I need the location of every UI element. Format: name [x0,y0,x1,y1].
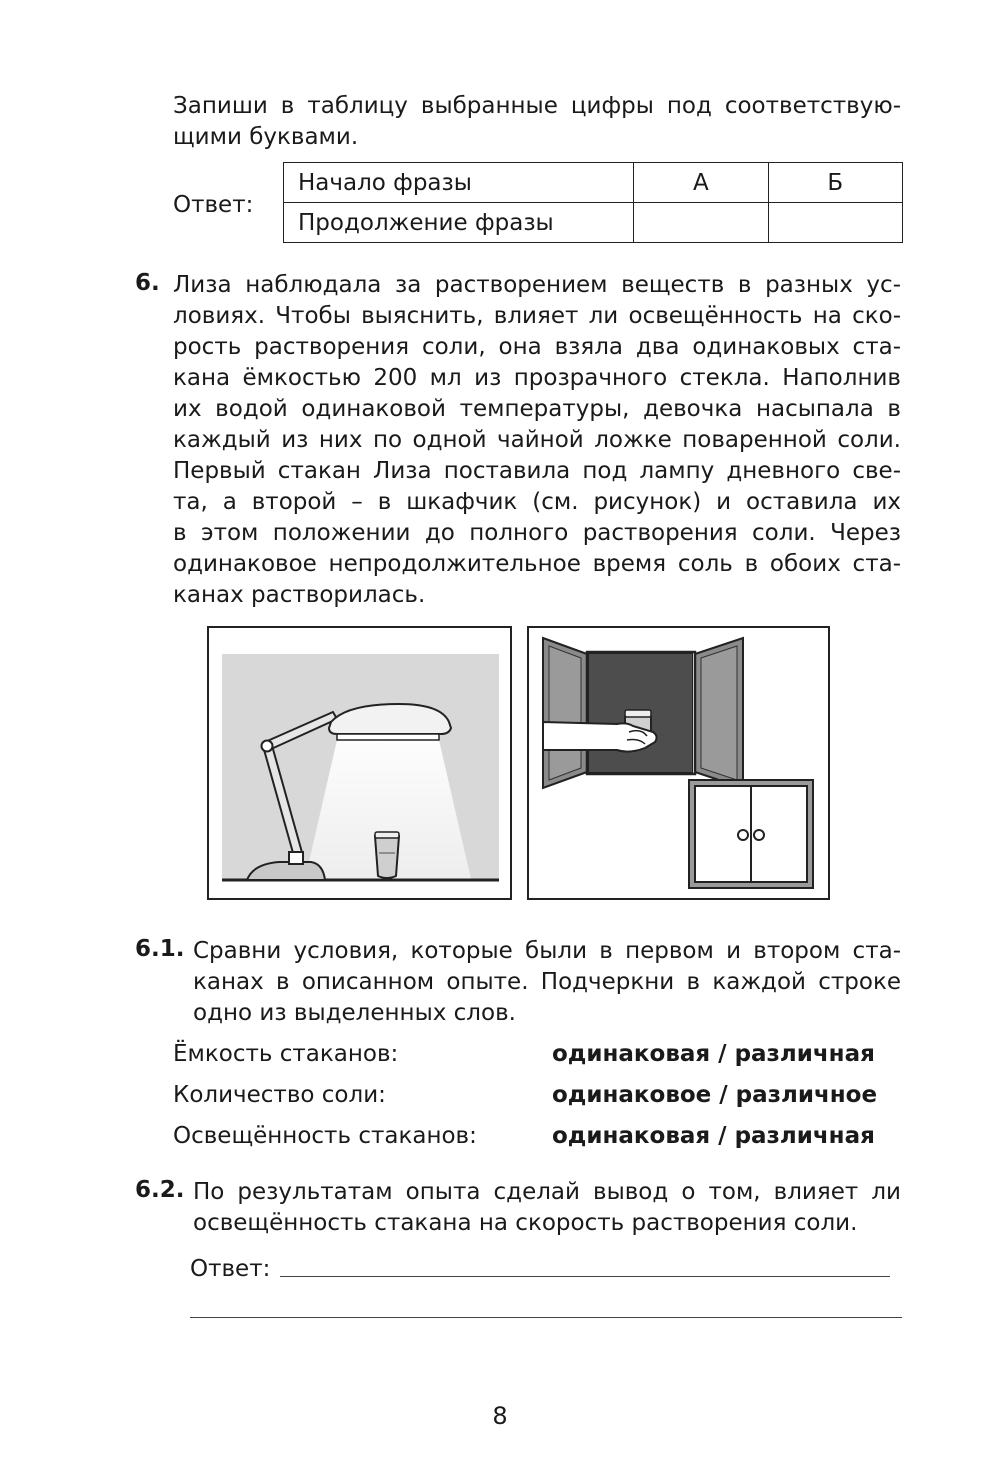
text-line: канах растворилась. [173,582,426,608]
question-number: 6. [135,270,160,296]
condition-options[interactable]: одинаковая / различная [552,1123,875,1149]
text-line: канах в описанном опыте. Подчеркни в каждой строке [193,969,901,995]
answer-cell-b[interactable] [768,203,902,243]
intro-line: щими буквами. [173,124,359,150]
text-line: Сравни условия, которые были в первом и втором ста- [193,938,901,964]
answer-line[interactable] [190,1317,902,1318]
question-6-1-text [193,936,901,1029]
text-line: По результатам опыта сделай вывод о том, влияет ли [193,1179,901,1205]
condition-options[interactable]: одинаковая / различная [552,1041,875,1067]
intro-instruction [173,91,901,153]
table-cell: А [634,163,768,203]
answer-label: Ответ: [190,1256,271,1282]
table-cell: Продолжение фразы [284,203,634,243]
answer-table [283,162,903,243]
text-line: освещённость стакана на скорость растворения соли. [193,1210,858,1236]
table-row [284,203,903,243]
text-line: каждый из них по одной чайной ложке поваренной соли. [173,427,901,453]
text-line: та, а второй – в шкафчик (см. рисунок) и оставила их [173,489,901,515]
condition-label: Освещённость стаканов: [173,1123,477,1149]
text-line: ловиях. Чтобы выяснить, влияет ли освещённость на ско- [173,303,901,329]
glass-icon [375,832,399,878]
table-cell: Б [768,163,902,203]
lamp-illustration [207,626,512,900]
answer-label: Ответ: [173,192,254,218]
text-line: в этом положении до полного растворения соли. Через [173,520,901,546]
page-number: 8 [492,1402,508,1430]
condition-label: Количество соли: [173,1082,386,1108]
answer-cell-a[interactable] [634,203,768,243]
question-number: 6.1. [135,936,185,962]
text-line: рость растворения соли, она взяла два одинаковых ста- [173,334,901,360]
text-line: одно из выделенных слов. [193,1000,516,1026]
condition-label: Ёмкость стаканов: [173,1041,399,1067]
answer-line[interactable] [280,1276,890,1277]
text-line: одинаковое непродолжительное время соль в обоих ста- [173,551,901,577]
table-row [284,163,903,203]
question-6-text [173,270,901,611]
cupboard-illustration [527,626,830,900]
text-line: кана ёмкостью 200 мл из прозрачного стекла. Наполнив [173,365,901,391]
text-line: Первый стакан Лиза поставила под лампу дневного све- [173,458,901,484]
intro-line: Запиши в таблицу выбранные цифры под соответствую- [173,93,901,119]
question-number: 6.2. [135,1177,185,1203]
text-line: Лиза наблюдала за растворением веществ в разных ус- [173,272,901,298]
table-cell: Начало фразы [284,163,634,203]
question-6-2-text [193,1177,901,1239]
condition-options[interactable]: одинаковое / различное [552,1082,878,1108]
text-line: их водой одинаковой температуры, девочка насыпала в [173,396,901,422]
